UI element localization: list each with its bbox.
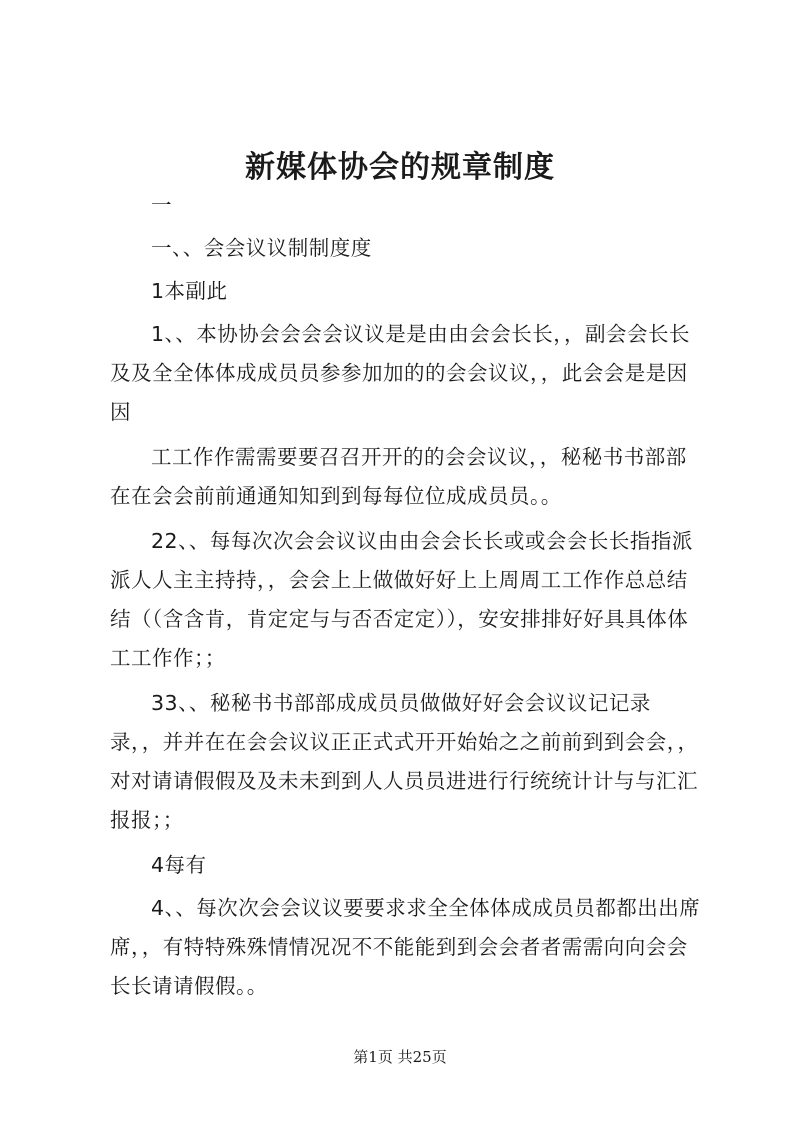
paragraph: 22、、每每次次会会议议由由会会长长或或会会长长指指派派人人主主持持，，会会上上做做好好上上周周工工作作总总结结（（含含肯，肯定定与与否否定定）），安安排排好好具具体体工工作作；；: [110, 529, 693, 670]
paragraph: 33、、秘秘书书部部成成员员做做好好会会议议记记录录，，并并在在会会议议正正式式开开始始之之前前到到会会，，对对请请假假及及未未到到人人员员进进行行统统计计与与汇汇报报；；: [110, 691, 699, 832]
paragraph: 4、、每次次会会议议要要求求全全体体成成员员都都出出席席，，有特特殊殊情情况况不不能能到到会会者者需需向向会会长长请请假假。。: [110, 896, 701, 998]
document-title: 新媒体协会的规章制度: [245, 150, 555, 185]
paragraph: 一、、会会议议制制度度: [151, 236, 372, 260]
document-body: [110, 186, 702, 1012]
paragraph: 1、、本协协会会会会议议是是由由会会长长，，副会会长长及及全全体体成成员员参参加加的的会会议议，，此会会是是因因: [110, 322, 691, 424]
paragraph: 1本副此: [151, 279, 228, 303]
paragraph: 一: [151, 193, 172, 217]
paragraph: 4每有: [151, 853, 207, 877]
page-footer: 第1页 共25页: [353, 1048, 447, 1066]
paragraph: 工工作作需需要要召召开开的的会会议议，，秘秘书书部部在在会会前前通通知知到到每每位位成成员员。。: [110, 445, 687, 508]
